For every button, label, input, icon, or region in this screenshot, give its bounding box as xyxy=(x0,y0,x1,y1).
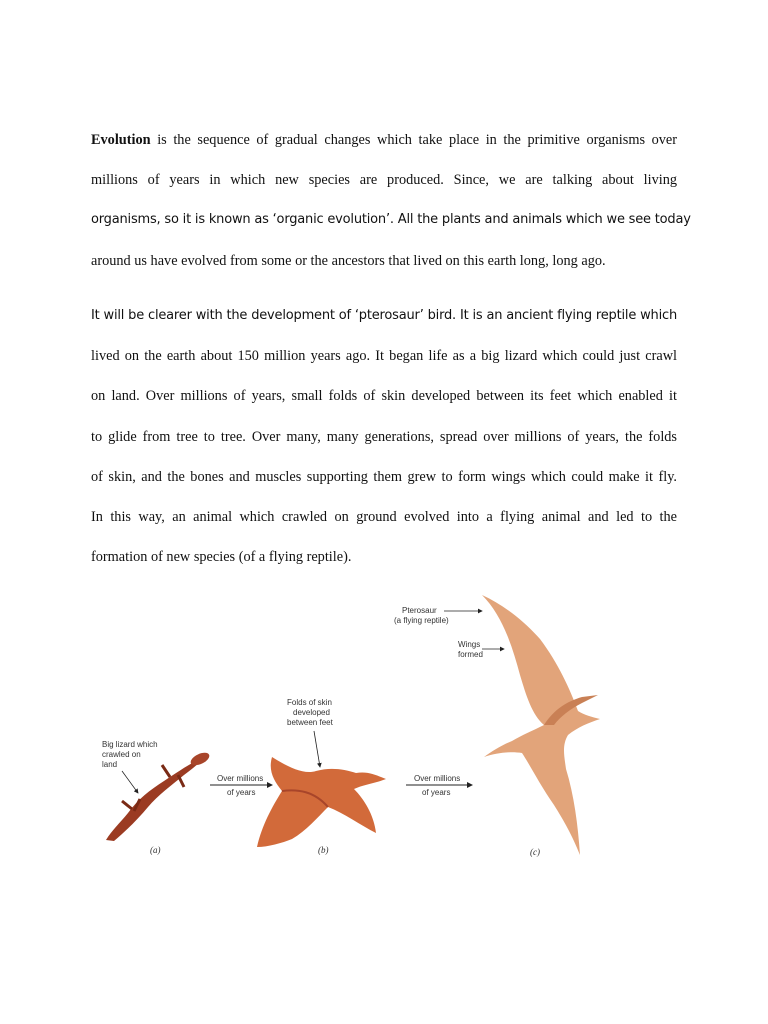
text-line: millions of years in which new species are produced. Since, we are talking about living xyxy=(91,172,677,189)
text-line: organisms, so it is known as ‘organic evolution’. All the plants and animals which we see today xyxy=(91,212,691,228)
caption-c: (c) xyxy=(530,847,540,857)
label-a-line3: land xyxy=(102,760,118,769)
text-line: of skin, and the bones and muscles supporting them grew to form wings which could make it fly. xyxy=(91,468,677,485)
text-line: It will be clearer with the development of ‘pterosaur’ bird. It is an ancient flying reptile which xyxy=(91,308,677,323)
paragraph-evolution-definition xyxy=(91,120,691,281)
label-b-line2: developed xyxy=(293,708,330,717)
text-line: formation of new species (of a flying reptile). xyxy=(91,549,352,566)
pterosaur-illustration xyxy=(482,595,600,855)
label-b-line1: Folds of skin xyxy=(287,698,332,707)
text-line: to glide from tree to tree. Over many, many generations, spread over millions of years, the folds xyxy=(91,428,677,445)
caption-b: (b) xyxy=(318,845,329,855)
evolution-figure xyxy=(92,585,612,860)
label-c-line3: Wings xyxy=(458,640,481,649)
evolution-illustration xyxy=(92,585,612,860)
text-line: on land. Over millions of years, small folds of skin developed between its feet which enabled it xyxy=(91,388,677,405)
text-line: around us have evolved from some or the ancestors that lived on this earth long, long ago. xyxy=(91,252,606,269)
label-c-line4: formed xyxy=(458,650,483,659)
label-a-line1: Big lizard which xyxy=(102,740,158,749)
paragraph-pterosaur-example xyxy=(91,296,677,577)
pointer-b xyxy=(314,731,320,767)
pointer-a xyxy=(122,771,138,793)
arrow2-label-line1: Over millions xyxy=(414,774,461,783)
arrow1-label-line1: Over millions xyxy=(217,774,264,783)
text-line: lived on the earth about 150 million years ago. It began life as a big lizard which could just crawl xyxy=(91,348,677,365)
label-a-line2: crawled on xyxy=(102,750,141,759)
term-evolution: Evolution xyxy=(91,132,151,148)
arrow1-label-line2: of years xyxy=(227,788,256,797)
gliding-reptile-illustration xyxy=(257,757,386,847)
label-b-line3: between feet xyxy=(287,718,333,727)
label-c-line1: Pterosaur xyxy=(402,606,437,615)
caption-a: (a) xyxy=(150,845,161,855)
text-line: Evolution is the sequence of gradual changes which take place in the primitive organisms over xyxy=(91,132,678,148)
label-c-line2: (a flying reptile) xyxy=(394,616,449,625)
lizard-illustration xyxy=(106,750,211,841)
text-line: In this way, an animal which crawled on ground evolved into a flying animal and led to the xyxy=(91,508,677,525)
arrow2-label-line2: of years xyxy=(422,788,451,797)
